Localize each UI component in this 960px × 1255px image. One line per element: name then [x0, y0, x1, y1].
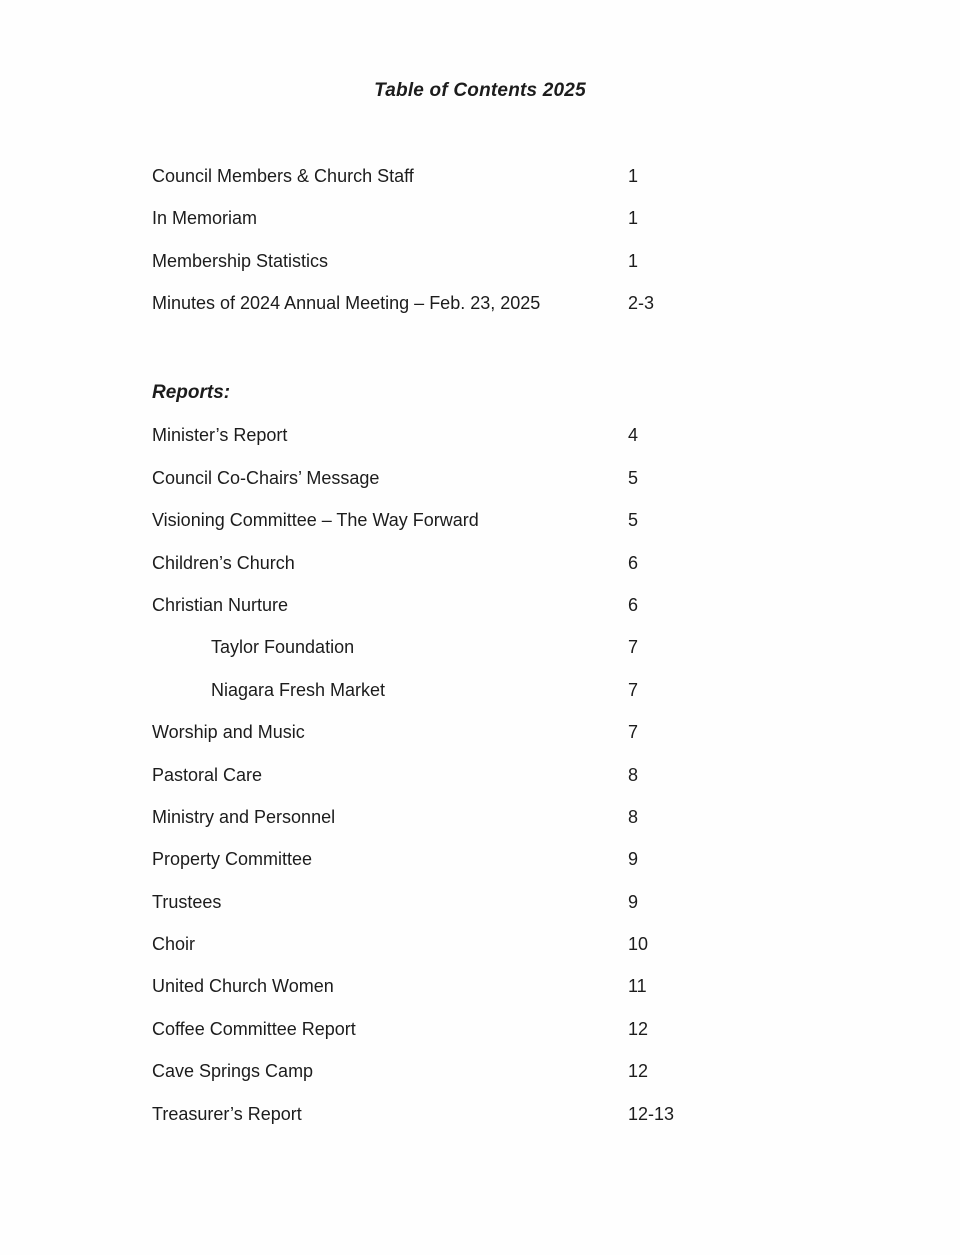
toc-entry-page: 7 — [628, 637, 639, 658]
toc-entry-label: Trustees — [152, 891, 222, 912]
toc-entry — [0, 881, 960, 923]
toc-entry — [0, 1050, 960, 1092]
toc-entry — [0, 1093, 960, 1135]
toc-entry — [0, 414, 960, 456]
toc-entry-label: Membership Statistics — [152, 250, 329, 271]
toc-entry — [0, 669, 960, 711]
toc-entry-page: 12-13 — [628, 1103, 675, 1124]
reports-list — [0, 414, 960, 1135]
toc-entry-page: 1 — [628, 208, 639, 229]
toc-entry — [0, 499, 960, 541]
toc-entry — [0, 754, 960, 796]
reports-heading: Reports: — [152, 382, 231, 403]
toc-entry-page: 7 — [628, 679, 639, 700]
toc-entry-page: 5 — [628, 510, 639, 531]
front-matter-list — [0, 155, 960, 325]
toc-entry-page: 10 — [628, 934, 649, 955]
toc-entry-label: Visioning Committee – The Way Forward — [152, 510, 479, 531]
toc-entry-page: 6 — [628, 594, 639, 615]
toc-entry-label: Worship and Music — [152, 722, 305, 743]
toc-entry-label: Choir — [152, 934, 196, 955]
toc-entry-page: 1 — [628, 166, 639, 186]
toc-entry-page: 8 — [628, 806, 639, 827]
toc-entry-label: Ministry and Personnel — [152, 806, 336, 827]
toc-entry-page: 5 — [628, 467, 639, 488]
toc-entry-label: Property Committee — [152, 849, 313, 870]
reports-heading-row — [0, 372, 960, 414]
toc-entry — [0, 711, 960, 753]
toc-entry-page: 12 — [628, 1018, 649, 1039]
page-title: Table of Contents 2025 — [374, 80, 586, 101]
toc-entry-page: 11 — [628, 976, 647, 997]
toc-entry-page: 8 — [628, 764, 639, 785]
toc-entry-label: Cave Springs Camp — [152, 1061, 314, 1082]
toc-entry — [0, 282, 960, 324]
toc-entry — [0, 626, 960, 668]
toc-entry-label: Treasurer’s Report — [152, 1103, 302, 1124]
toc-entry — [0, 240, 960, 282]
toc-entry — [0, 796, 960, 838]
toc-entry — [0, 838, 960, 880]
toc-entry-label: Minutes of 2024 Annual Meeting – Feb. 23, 2025 — [152, 293, 541, 314]
toc-entry-page: 2-3 — [628, 293, 655, 314]
toc-entry-label: Coffee Committee Report — [152, 1018, 356, 1039]
toc-entry-label: Pastoral Care — [152, 764, 263, 785]
toc-entry-page: 7 — [628, 722, 639, 743]
reports-section — [0, 372, 960, 1135]
toc-entry-label: In Memoriam — [152, 208, 258, 229]
toc-entry — [0, 197, 960, 239]
toc-entry-page: 4 — [628, 425, 639, 446]
toc-entry-label: United Church Women — [152, 976, 334, 997]
toc-entry-label: Minister’s Report — [152, 425, 288, 446]
toc-entry — [0, 923, 960, 965]
toc-entry-page: 9 — [628, 849, 639, 870]
toc-entry — [0, 155, 960, 197]
toc-entry-label: Council Members & Church Staff — [152, 166, 414, 186]
toc-entry-page: 9 — [628, 891, 639, 912]
toc-entry-label: Niagara Fresh Market — [211, 679, 386, 700]
toc-entry-page: 6 — [628, 552, 639, 573]
toc-entry-label: Taylor Foundation — [211, 637, 355, 658]
toc-entry-page: 12 — [628, 1061, 649, 1082]
toc-entry-page: 1 — [628, 250, 639, 271]
toc-entry — [0, 1008, 960, 1050]
toc-entry-label: Christian Nurture — [152, 594, 289, 615]
toc-entry-label: Children’s Church — [152, 552, 295, 573]
toc-entry-label: Council Co-Chairs’ Message — [152, 467, 380, 488]
toc-entry — [0, 965, 960, 1007]
toc-entry — [0, 457, 960, 499]
toc-entry — [0, 584, 960, 626]
toc-entry — [0, 542, 960, 584]
